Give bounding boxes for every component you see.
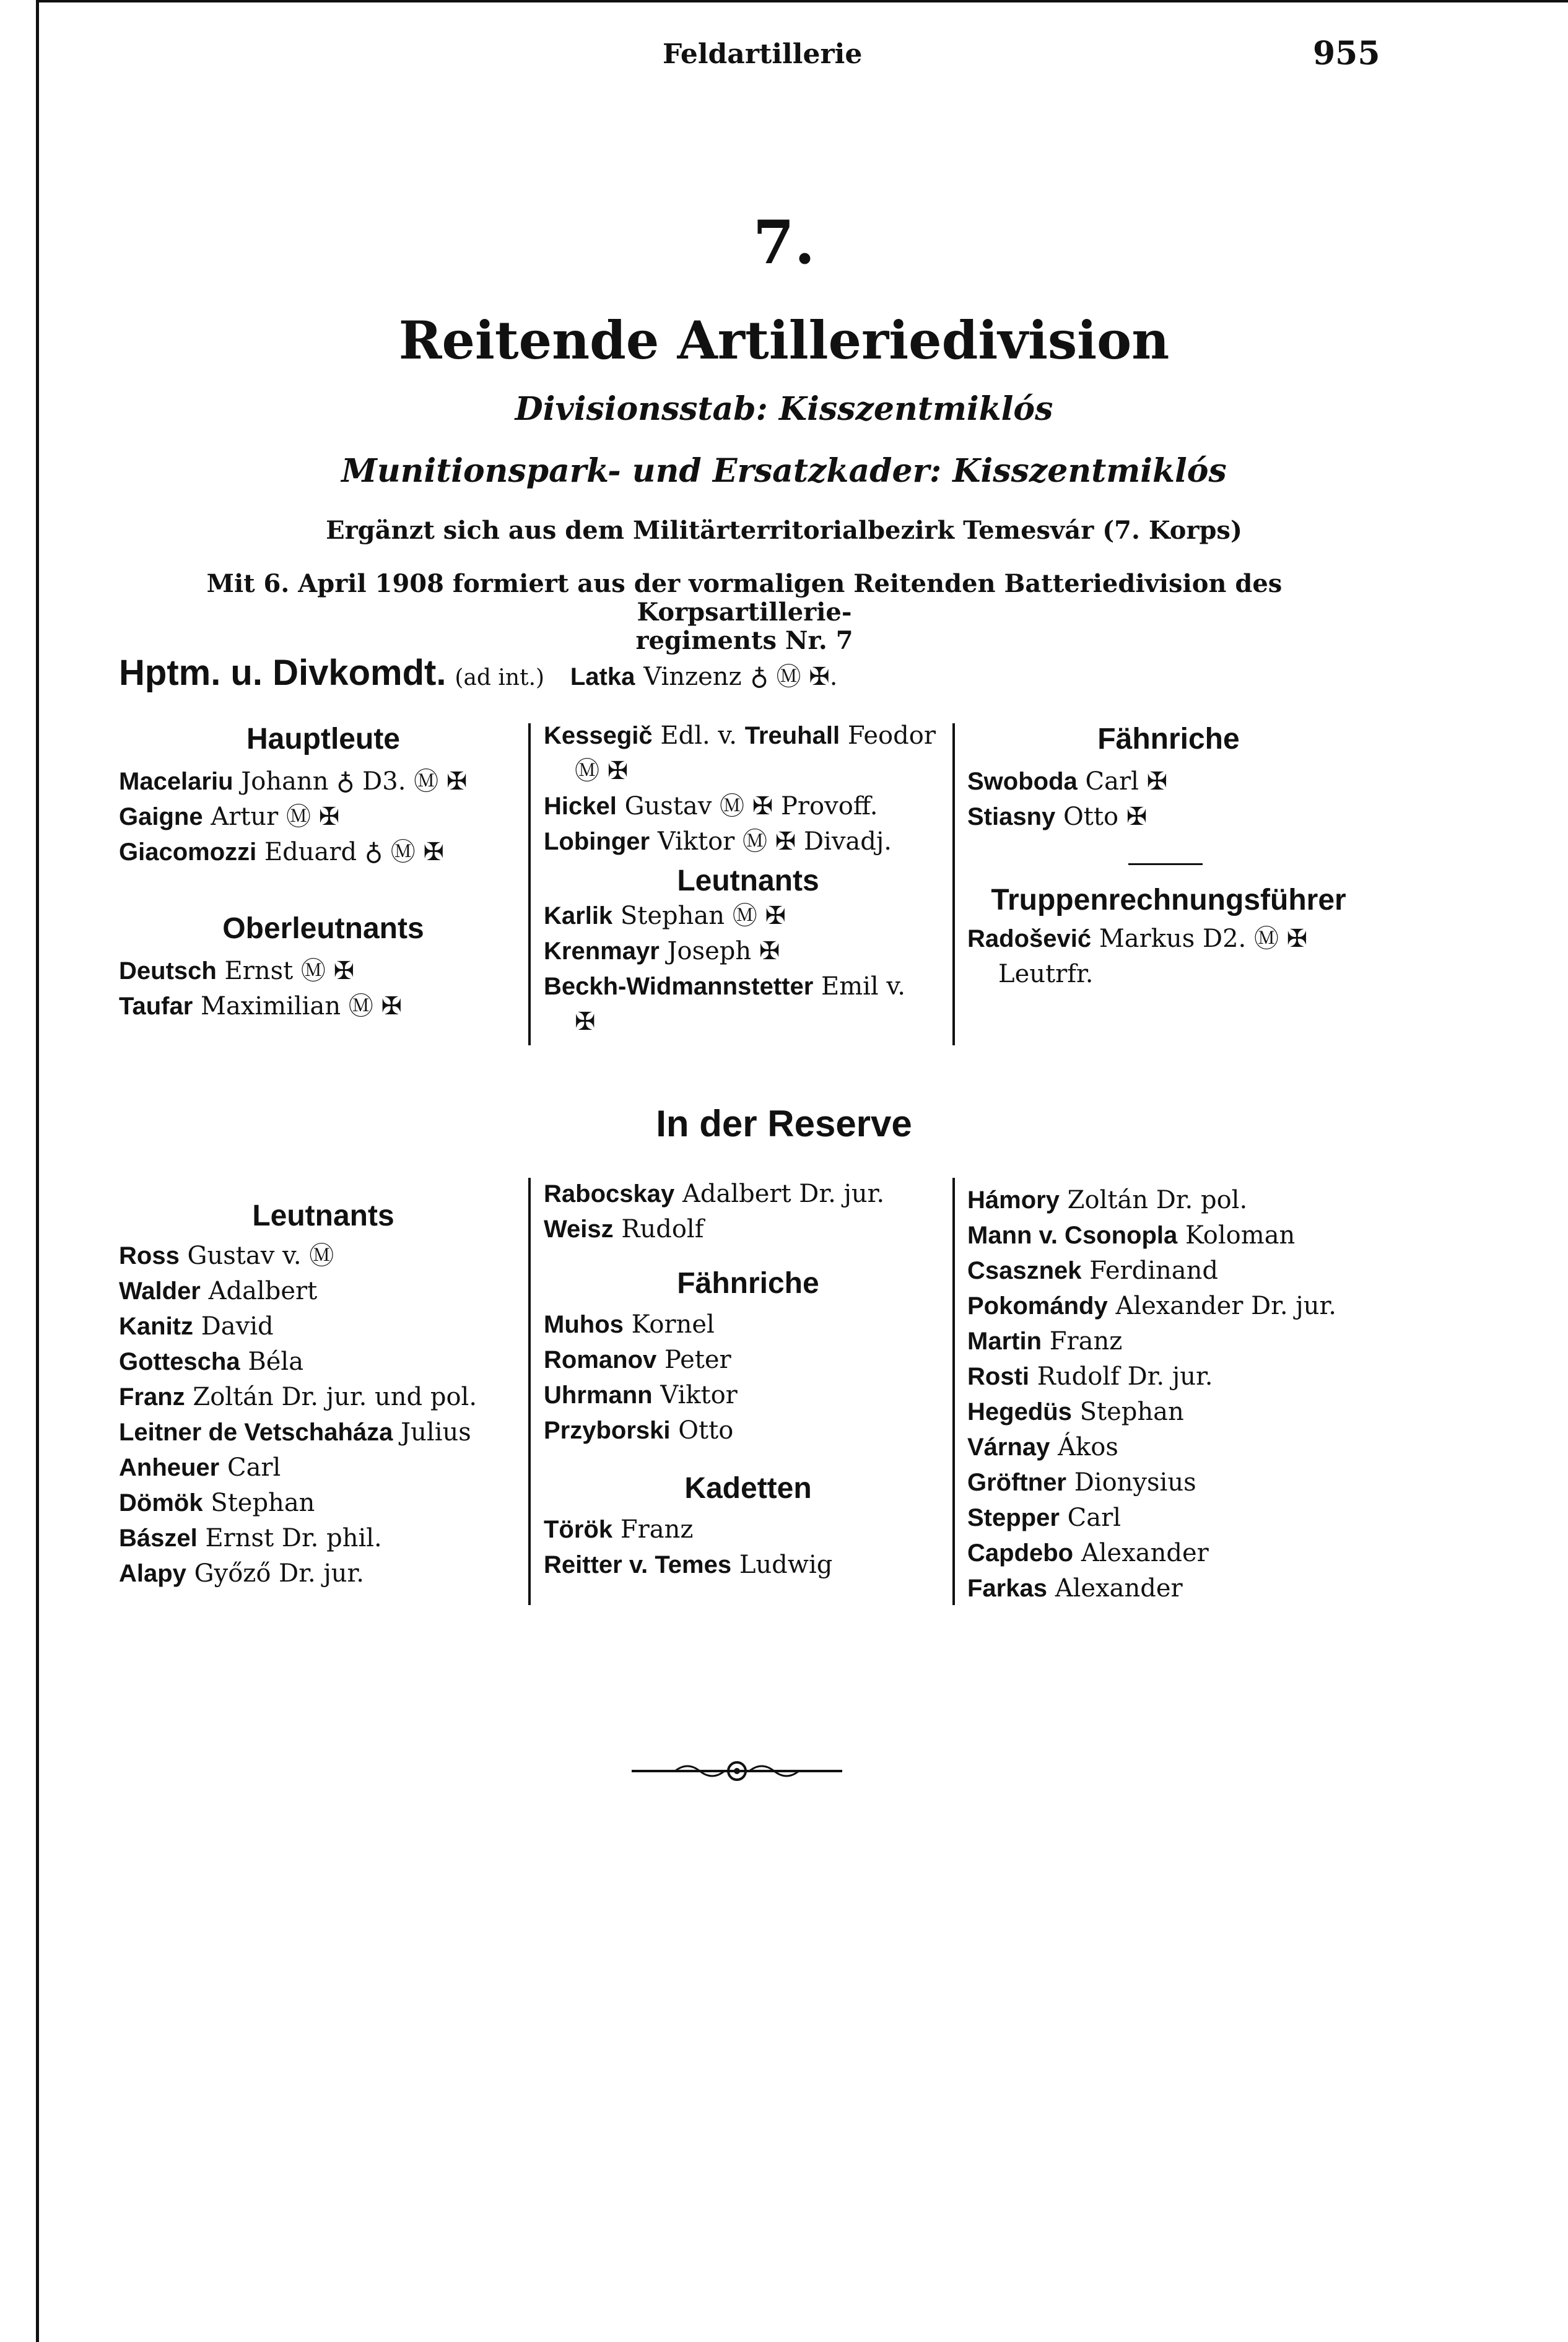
list-item: Csasznek Ferdinand: [967, 1256, 1219, 1285]
list-item: Leitner de Vetschaháza Julius: [119, 1418, 471, 1447]
list-item: Gaigne Artur Ⓜ ✠: [119, 803, 340, 831]
reserve-column-right: [967, 1183, 1370, 1606]
reserve-leutnants-heading: Leutnants: [252, 1199, 394, 1232]
list-item: Dömök Stephan: [119, 1489, 315, 1517]
list-item: Pokomándy Alexander Dr. jur.: [967, 1292, 1336, 1320]
list-item: Török Franz: [544, 1515, 694, 1544]
list-item: Giacomozzi Eduard ♁ Ⓜ ✠: [119, 838, 445, 866]
list-item: Hámory Zoltán Dr. pol.: [967, 1186, 1248, 1214]
list-item: Swoboda Carl ✠: [967, 767, 1168, 796]
list-item: Ⓜ ✠: [575, 757, 629, 785]
truppenrechnungsfuehrer-heading: Truppenrechnungsführer: [991, 884, 1346, 916]
commander-marks: ♁ Ⓜ ✠.: [750, 663, 838, 691]
list-item: Farkas Alexander: [967, 1574, 1183, 1603]
list-item: Alapy Győző Dr. jur.: [119, 1559, 364, 1588]
list-item: Krenmayr Joseph ✠: [544, 937, 780, 965]
hauptleute-heading: Hauptleute: [246, 723, 400, 755]
commander-given: Vinzenz: [643, 663, 742, 691]
active-column-middle: [544, 718, 952, 1040]
list-item: Gottescha Béla: [119, 1347, 304, 1376]
list-item: Várnay Ákos: [967, 1433, 1118, 1461]
list-item: Ross Gustav v. Ⓜ: [119, 1242, 334, 1270]
column-divider: [952, 723, 955, 1045]
list-item: Rosti Rudolf Dr. jur.: [967, 1362, 1213, 1391]
list-item: Stiasny Otto ✠: [967, 803, 1148, 831]
list-item: Franz Zoltán Dr. jur. und pol.: [119, 1383, 477, 1411]
list-item: Deutsch Ernst Ⓜ ✠: [119, 957, 355, 985]
list-item: Martin Franz: [967, 1327, 1123, 1356]
list-item: Hickel Gustav Ⓜ ✠ Provoff.: [544, 792, 878, 821]
unit-title: Reitende Artilleriedivision: [398, 310, 1170, 371]
list-item: Romanov Peter: [544, 1346, 731, 1374]
oberleutnants-heading: Oberleutnants: [222, 912, 424, 945]
kadetten-heading: Kadetten: [684, 1472, 812, 1505]
reserve-faehnriche-heading: Fähnriche: [677, 1267, 819, 1300]
list-item: Hegedüs Stephan: [967, 1398, 1184, 1426]
list-item: Przyborski Otto: [544, 1416, 734, 1445]
commander-rank: Hptm. u. Divkomdt.: [119, 653, 446, 693]
commander-line: [119, 652, 837, 694]
leutnants-heading: Leutnants: [677, 864, 819, 897]
list-item: Macelariu Johann ♁ D3. Ⓜ ✠: [119, 767, 468, 796]
active-column-left: [119, 721, 528, 1024]
list-item: Leutrfr.: [998, 960, 1094, 988]
list-item: Reitter v. Temes Ludwig: [544, 1551, 833, 1579]
list-item: Gröftner Dionysius: [967, 1468, 1196, 1497]
list-item: Kanitz David: [119, 1312, 274, 1341]
park-location: Munitionspark- und Ersatzkader: Kisszentmiklós: [341, 452, 1227, 490]
reserve-column-middle: [544, 1177, 952, 1583]
list-item: Mann v. Csonopla Koloman: [967, 1221, 1296, 1250]
running-header: Feldartillerie: [663, 38, 863, 70]
list-item: Weisz Rudolf: [544, 1215, 704, 1243]
list-item: Lobinger Viktor Ⓜ ✠ Divadj.: [544, 827, 892, 856]
faehnriche-heading: Fähnriche: [1097, 723, 1240, 755]
commander-note: (ad int.): [455, 665, 545, 690]
list-item: Capdebo Alexander: [967, 1539, 1209, 1567]
commander-surname: Latka: [570, 663, 635, 690]
list-item: Stepper Carl: [967, 1504, 1122, 1532]
list-item: Muhos Kornel: [544, 1310, 715, 1339]
page-number: 955: [1313, 35, 1380, 72]
list-item: Beckh-Widmannstetter Emil v.: [544, 972, 905, 1001]
unit-number: 7.: [752, 207, 816, 277]
page-border-top: [36, 0, 1568, 2]
reserve-heading: In der Reserve: [656, 1103, 912, 1144]
ornament-divider: [632, 1756, 842, 1787]
active-column-right: [967, 721, 1370, 992]
list-item: Rabocskay Adalbert Dr. jur.: [544, 1180, 885, 1208]
column-divider: [528, 723, 531, 1045]
list-item: Kessegič Edl. v. Treuhall Feodor: [544, 721, 936, 750]
short-rule: [1128, 863, 1203, 865]
list-item: Radošević Markus D2. Ⓜ ✠: [967, 925, 1308, 953]
list-item: Karlik Stephan Ⓜ ✠: [544, 902, 786, 930]
column-divider: [528, 1178, 531, 1605]
staff-location: Divisionsstab: Kisszentmiklós: [515, 390, 1053, 428]
list-item: ✠: [575, 1008, 596, 1036]
list-item: Walder Adalbert: [119, 1277, 318, 1305]
column-divider: [952, 1178, 955, 1605]
list-item: Bászel Ernst Dr. phil.: [119, 1524, 382, 1552]
history-note: Mit 6. April 1908 formiert aus der vormaligen Reitenden Batteriedivision des Korpsartillerie- regiments Nr. 7: [206, 569, 1283, 655]
list-item: Uhrmann Viktor: [544, 1381, 738, 1409]
list-item: Taufar Maximilian Ⓜ ✠: [119, 992, 403, 1021]
list-item: Anheuer Carl: [119, 1453, 281, 1482]
supplement-district: Ergänzt sich aus dem Militärterritorialbezirk Temesvár (7. Korps): [326, 516, 1242, 545]
reserve-column-left: [119, 1198, 528, 1591]
